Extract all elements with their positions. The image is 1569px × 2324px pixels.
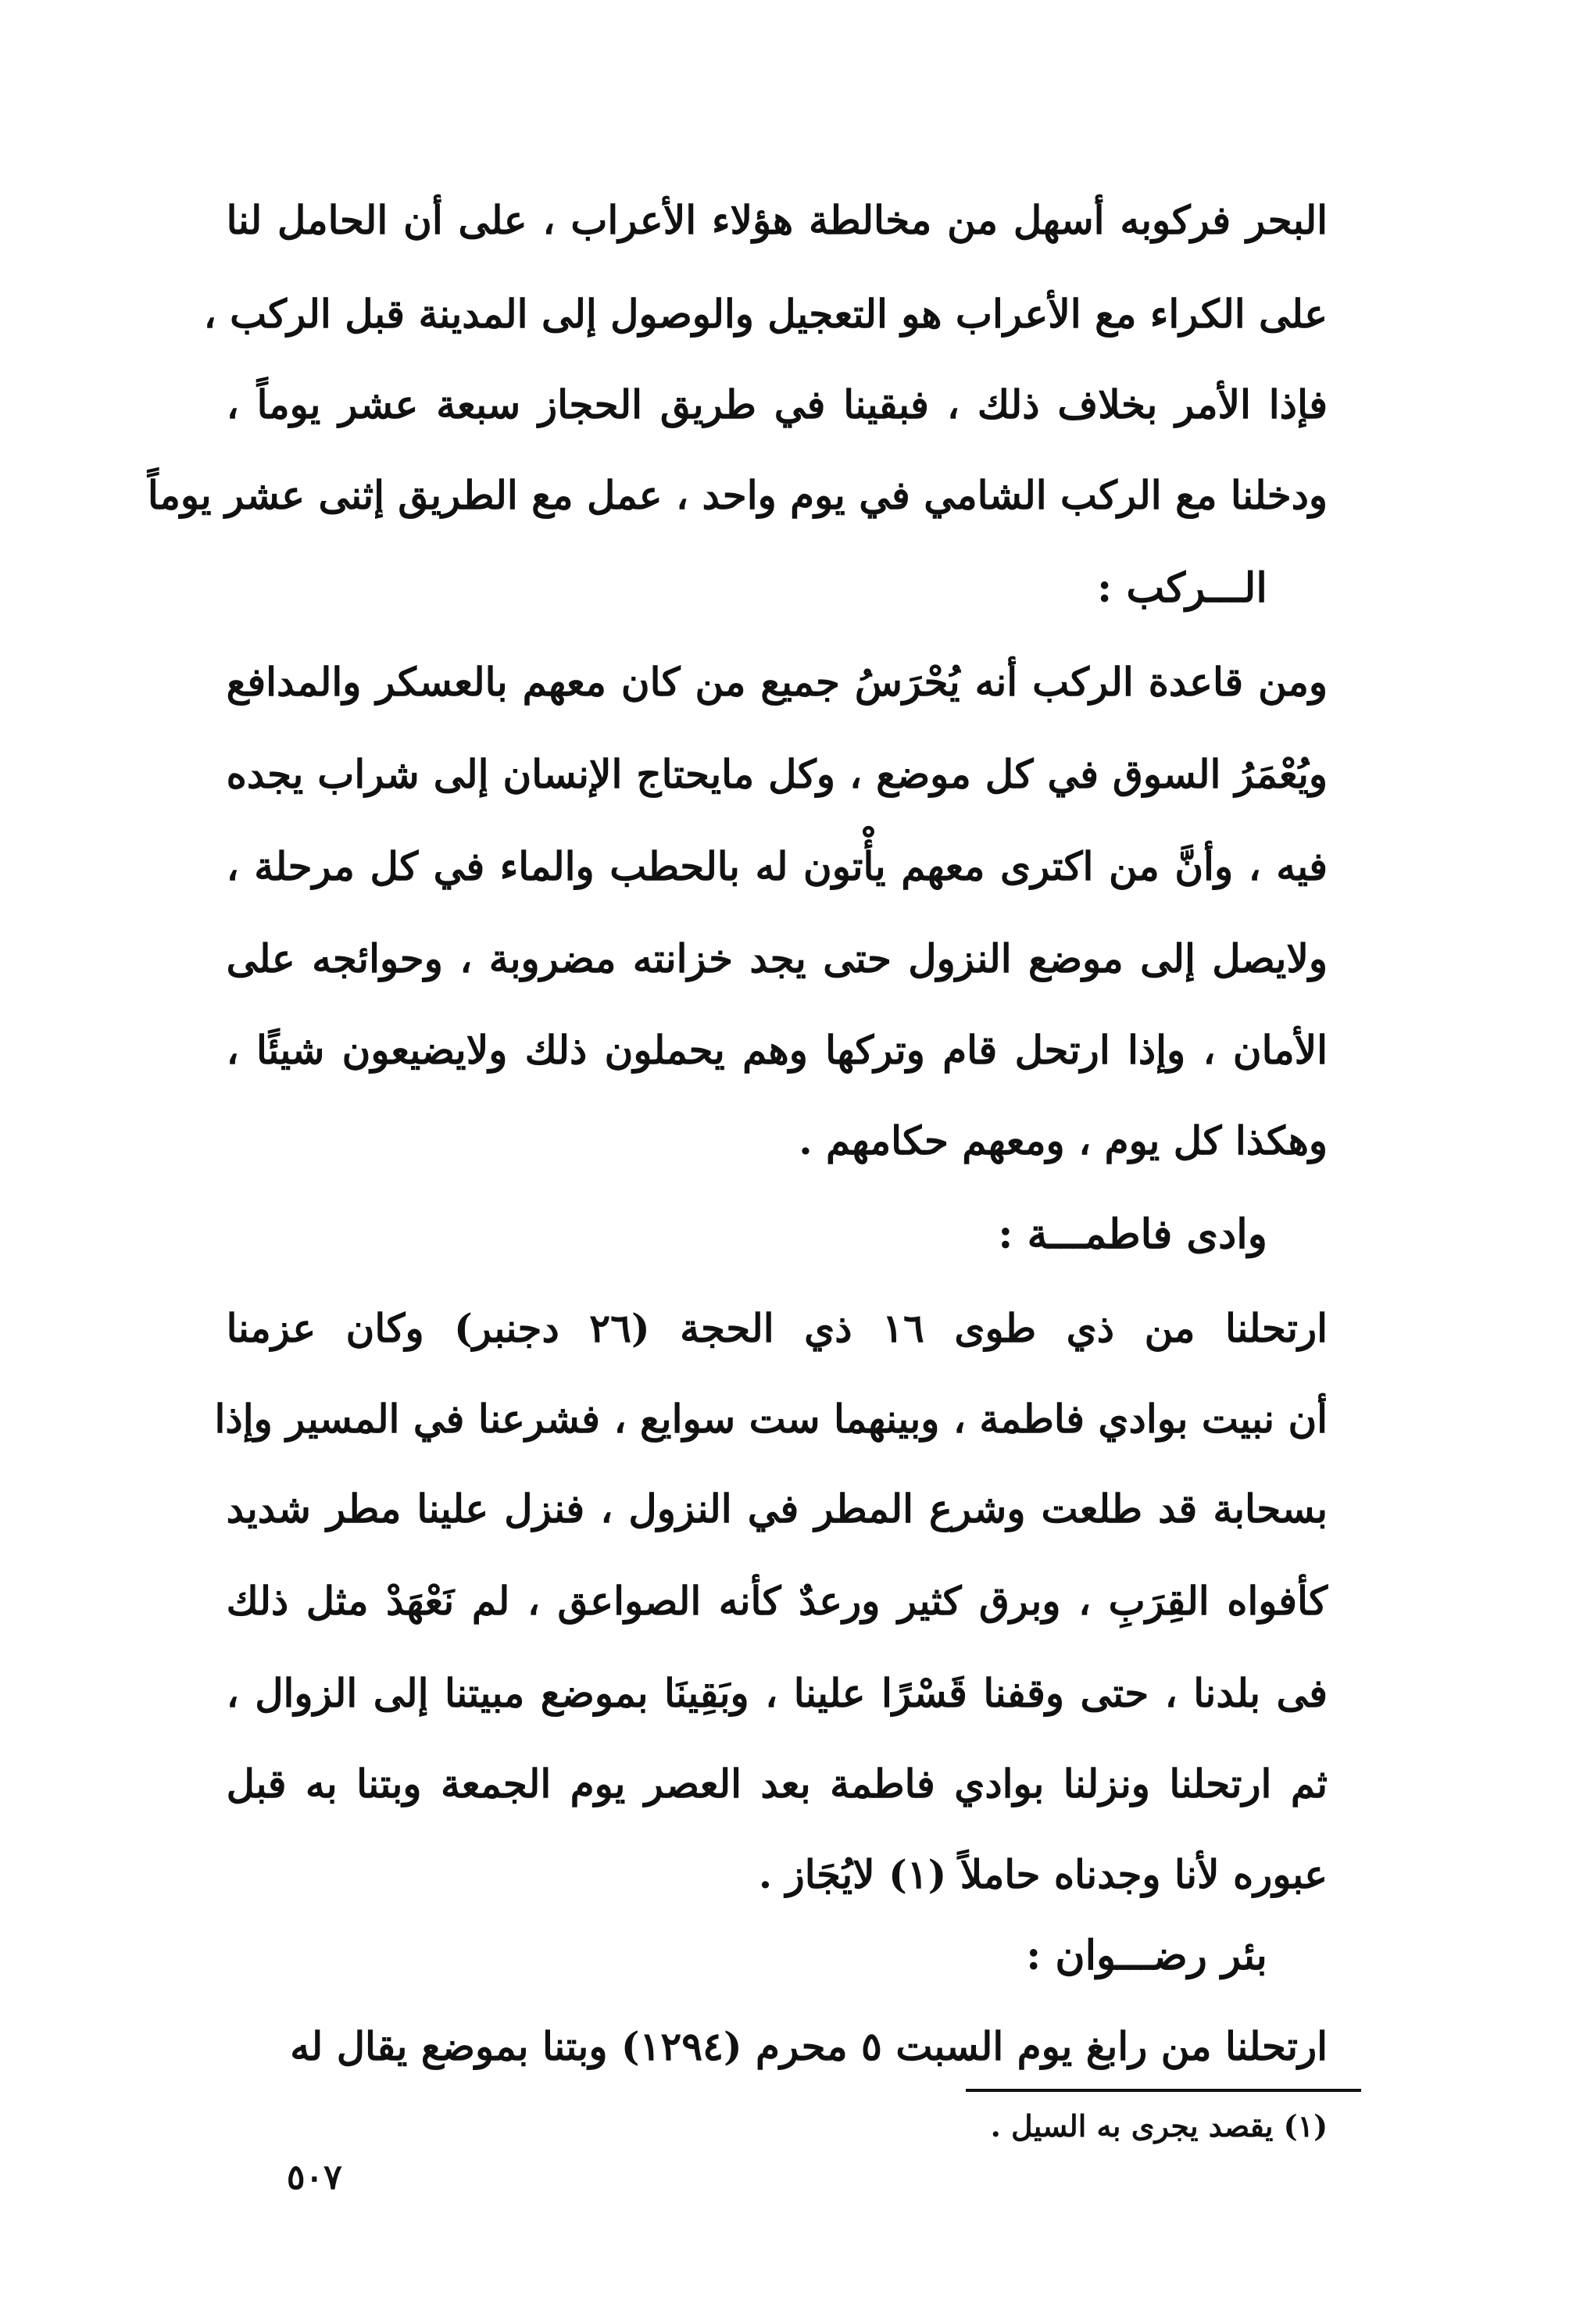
text-line: ولايصل إلى موضع النزول حتى يجد خزانته مضروبة ، وحوائجه على	[226, 935, 1328, 981]
text-line: كأفواه القِرَبِ ، وبرق كثير ورعدٌ كأنه الصواعق ، لم نَعْهَدْ مثل ذلك	[226, 1578, 1328, 1625]
footnote-rule	[966, 2089, 1361, 2092]
text-line: ويُعْمَرُ السوق في كل موضع ، وكل مايحتاج الإنسان إلى شراب يجده	[226, 750, 1328, 797]
text-line: فى بلدنا ، حتى وقفنا قَسْرًا علينا ، وبَقِينَا بموضع مبيتنا إلى الزوال ،	[226, 1670, 1328, 1716]
text-line: بسحابة قد طلعت وشرع المطر في النزول ، فنزل علينا مطر شديد	[226, 1486, 1328, 1532]
page-number: ٥٠٧	[286, 2157, 342, 2197]
section-heading: وادى فاطمـــة :	[998, 1210, 1267, 1258]
text-line: أن نبيت بوادي فاطمة ، وبينهما ست سوايع ، فشرعنا في المسير وإذا	[214, 1395, 1328, 1442]
text-line: عبوره لأنا وجدناه حاملاً (١) لايُجَاز .	[758, 1850, 1328, 1897]
text-line: على الكراء مع الأعراب هو التعجيل والوصول إلى المدينة قبل الركب ،	[203, 290, 1328, 337]
text-line: ودخلنا مع الركب الشامي في يوم واحد ، عمل مع الطريق إثنى عشر يوماً	[147, 471, 1328, 518]
text-line: ثم ارتحلنا ونزلنا بوادي فاطمة بعد العصر يوم الجمعة وبتنا به قبل	[226, 1760, 1328, 1807]
text-line: ومن قاعدة الركب أنه يُحْرَسُ جميع من كان معهم بالعسكر والمدافع	[226, 659, 1328, 706]
text-line: البحر فركوبه أسهل من مخالطة هؤلاء الأعراب ، على أن الحامل لنا	[226, 197, 1328, 244]
text-line: وهكذا كل يوم ، ومعهم حكامهم .	[799, 1117, 1328, 1164]
section-heading: بئر رضـــوان :	[1026, 1932, 1267, 1980]
text-line: ارتحلنا من رابغ يوم السبت ٥ محرم (١٢٩٤) وبتنا بموضع يقال له	[290, 2022, 1328, 2069]
text-line: الأمان ، وإذا ارتحل قام وتركها وهم يحملون ذلك ولايضيعون شيئًا ،	[226, 1027, 1328, 1074]
section-heading: الـــركب :	[1097, 564, 1267, 613]
text-line: فيه ، وأنَّ من اكترى معهم يأْتون له بالحطب والماء في كل مرحلة ،	[226, 842, 1328, 889]
text-line: ارتحلنا من ذي طوى ١٦ ذي الحجة (٢٦ دجنبر) وكان عزمنا	[226, 1304, 1328, 1351]
text-line: فإذا الأمر بخلاف ذلك ، فبقينا في طريق الحجاز سبعة عشر يوماً ،	[226, 381, 1328, 427]
footnote: (١) يقصد يجرى به السيل .	[990, 2108, 1328, 2143]
